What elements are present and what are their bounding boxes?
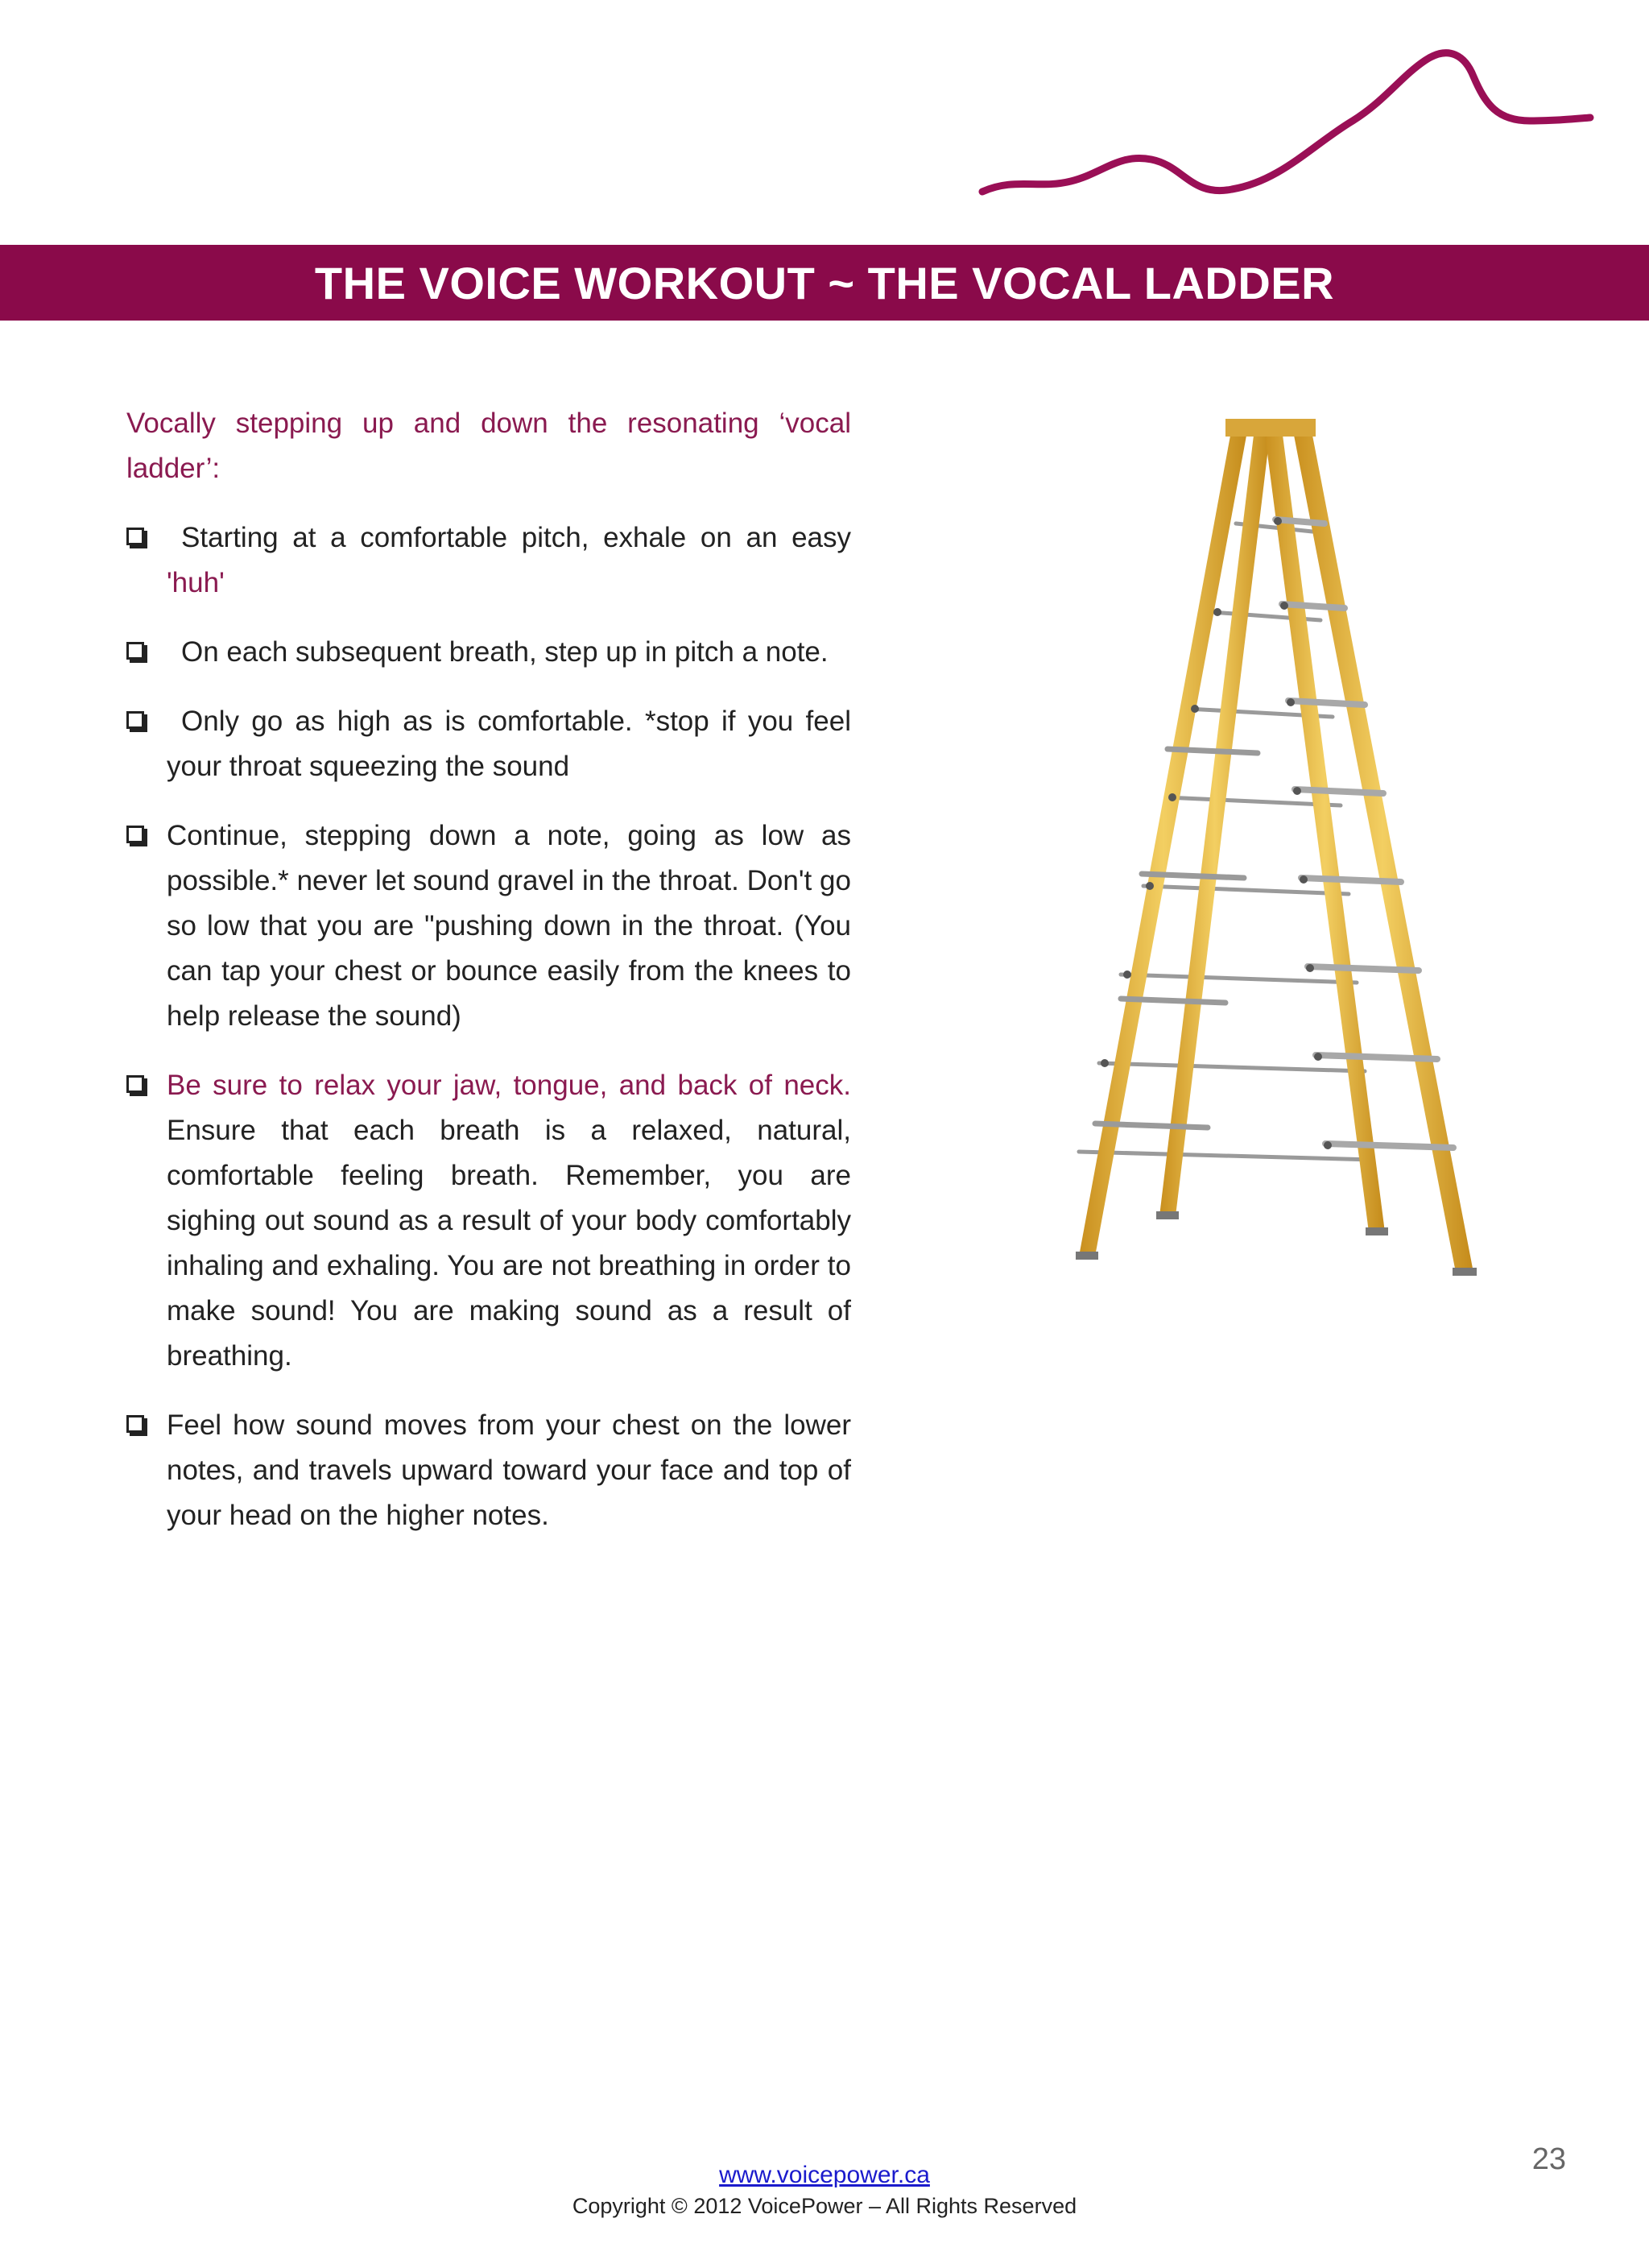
checkbox-icon <box>126 826 144 843</box>
instruction-list <box>126 515 851 1538</box>
checkbox-icon <box>126 528 144 545</box>
list-item <box>126 1403 851 1538</box>
checkbox-icon <box>126 711 144 729</box>
bullet-text: Only go as high as is comfortable. *stop if you feel your throat squeezing the sound <box>167 706 851 782</box>
bullet-text: Continue, stepping down a note, going as low as possible.* never let sound gravel in the throat. Don't go so low that you are "pushing down in the throat. (You can tap your chest or bounce easily from the knees to help release the sound) <box>167 820 851 1032</box>
checkbox-icon <box>126 642 144 660</box>
checkbox-icon <box>126 1075 144 1093</box>
checkbox-icon <box>126 1415 144 1433</box>
bullet-text: On each subsequent breath, step up in pitch a note. <box>181 636 829 668</box>
list-item <box>126 1063 851 1379</box>
list-item <box>126 699 851 789</box>
bullet-accent-text: 'huh' <box>167 567 225 598</box>
copyright-text: Copyright © 2012 VoicePower – All Rights Reserved <box>572 2194 1077 2218</box>
bullet-text: Feel how sound moves from your chest on the lower notes, and travels upward toward your face and top of your head on the higher notes. <box>167 1409 851 1531</box>
intro-text: Vocally stepping up and down the resonating ‘vocal ladder’: <box>126 408 851 484</box>
list-item <box>126 515 851 606</box>
bullet-text: Ensure that each breath is a relaxed, natural, comfortable feeling breath. Remember, you are sighing out sound as a result of your body comfortably inhaling and exhaling. You are not breathing in order to make sound! You are making sound as a result of breathing. <box>167 1115 851 1372</box>
main-content <box>126 401 851 1562</box>
page-title: THE VOICE WORKOUT ~ THE VOCAL LADDER <box>314 257 1335 308</box>
title-banner <box>0 245 1649 321</box>
list-item <box>126 630 851 675</box>
page-number: 23 <box>1531 2142 1566 2176</box>
list-item <box>126 813 851 1039</box>
website-link[interactable]: www.voicepower.ca <box>719 2162 930 2188</box>
bullet-accent-text: Be sure to relax your jaw, tongue, and back of neck. <box>167 1070 851 1101</box>
ladder-image <box>1047 411 1514 1337</box>
decorative-wave <box>966 32 1594 217</box>
bullet-text: Starting at a comfortable pitch, exhale on an easy <box>181 522 851 553</box>
